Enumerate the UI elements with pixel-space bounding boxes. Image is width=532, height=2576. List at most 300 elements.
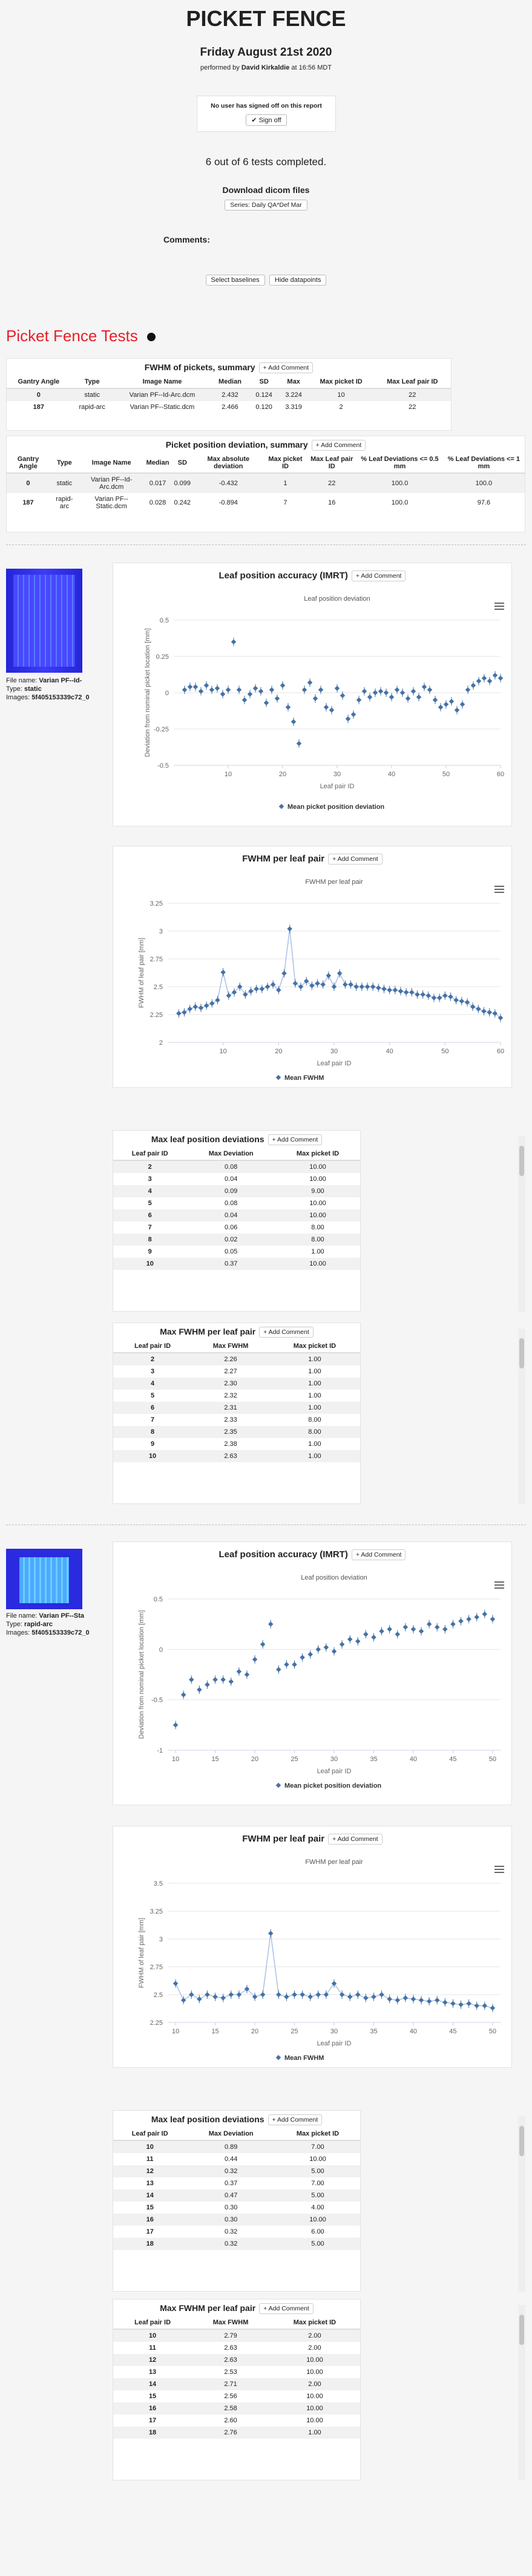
picket-fence-image-thumbnail[interactable] [6, 569, 82, 673]
data-point[interactable] [379, 1629, 384, 1633]
data-point[interactable] [400, 690, 405, 695]
data-point[interactable] [340, 693, 345, 698]
data-point[interactable] [326, 973, 331, 978]
legend-label[interactable]: Mean FWHM [284, 2055, 324, 2062]
table-row [113, 2153, 360, 2165]
data-point[interactable] [316, 1992, 321, 1997]
fwhm-summary-card [6, 358, 452, 431]
table-row [113, 2402, 360, 2414]
table-cell: 0.47 [186, 2189, 275, 2202]
table-title: Max leaf position deviations [151, 1134, 264, 1144]
data-point[interactable] [284, 1994, 289, 1999]
legend-marker-icon [276, 1783, 281, 1788]
data-point[interactable] [378, 688, 383, 693]
data-point[interactable] [205, 1992, 209, 1997]
table-row: 0 static Varian PF--Id-Arc.dcm 2.432 0.124 3.224 10 22 [7, 388, 451, 401]
data-point[interactable] [370, 984, 375, 989]
data-point[interactable] [237, 1669, 241, 1674]
x-tick-label: 60 [496, 1048, 505, 1055]
data-point[interactable] [476, 1007, 481, 1012]
table-cell: 0.32 [186, 2165, 275, 2177]
data-point[interactable] [340, 1642, 344, 1647]
table-row [113, 1185, 360, 1197]
series-select[interactable]: Series: Daily QA*Def Mar [225, 200, 307, 211]
table-cell: 10.00 [269, 2354, 360, 2366]
data-point[interactable] [448, 994, 453, 999]
data-point[interactable] [460, 702, 465, 707]
table-cell: 17 [148, 2417, 157, 2425]
data-point[interactable] [371, 1994, 376, 1999]
data-point[interactable] [199, 688, 203, 693]
data-point[interactable] [215, 686, 220, 691]
data-point[interactable] [393, 987, 398, 992]
position-summary-table [7, 453, 525, 512]
data-point[interactable] [442, 2000, 447, 2005]
data-point[interactable] [281, 971, 286, 976]
data-point[interactable] [313, 696, 318, 701]
data-point[interactable] [197, 1996, 202, 2001]
data-point[interactable] [455, 708, 459, 713]
table-cell: 2.63 [192, 2354, 269, 2366]
data-point[interactable] [395, 1998, 400, 2002]
data-point[interactable] [182, 687, 187, 692]
data-point[interactable] [351, 712, 356, 717]
scrollbar[interactable] [518, 1329, 525, 1504]
table-cell: 5.00 [275, 2165, 360, 2177]
data-point[interactable] [187, 1007, 192, 1012]
data-point[interactable] [490, 2006, 495, 2010]
data-point[interactable] [291, 719, 296, 724]
table-cell: 3 [151, 1368, 155, 1376]
data-point[interactable] [292, 1992, 297, 1997]
table-cell: 2.27 [224, 1368, 237, 1376]
table-cell: 0.30 [186, 2214, 275, 2226]
table-cell: 2.63 [192, 1450, 269, 1462]
data-point[interactable] [307, 1652, 312, 1656]
data-point[interactable] [427, 1999, 432, 2004]
data-point[interactable] [346, 716, 350, 721]
data-point[interactable] [245, 1672, 249, 1677]
data-point[interactable] [373, 690, 378, 695]
data-point[interactable] [426, 993, 431, 998]
table-cell: 4 [113, 1185, 186, 1197]
legend-label[interactable]: Mean picket position deviation [284, 1782, 382, 1790]
data-point[interactable] [189, 1677, 194, 1682]
data-point[interactable] [362, 688, 367, 693]
data-point[interactable] [379, 1992, 384, 1997]
table-cell: 0.04 [224, 1175, 238, 1183]
scrollbar[interactable] [518, 2116, 525, 2292]
data-point[interactable] [258, 688, 263, 693]
data-point[interactable] [343, 982, 347, 987]
y-tick-label: 2.25 [149, 1012, 163, 1019]
data-point[interactable] [371, 1635, 376, 1639]
table-cell: 2.71 [192, 2378, 269, 2390]
chart-card-leaf-accuracy-1 [113, 563, 512, 826]
table-cell: 1.00 [269, 1450, 360, 1462]
data-point[interactable] [449, 699, 454, 704]
data-point[interactable] [248, 691, 252, 696]
data-point[interactable] [493, 673, 498, 678]
table-row: 187 rapid-arc Varian PF--Static.dcm 0.028 0.242 -0.894 7 16 100.0 97.6 [22, 495, 491, 511]
table-cell: 11 [149, 2344, 156, 2352]
add-comment-button[interactable]: + Add Comment [259, 362, 314, 373]
table-cell: 2.60 [224, 2417, 237, 2425]
col-header: Median [144, 453, 172, 473]
add-comment-button[interactable]: + Add Comment [259, 2303, 314, 2314]
picket-fence-image-thumbnail[interactable] [6, 1549, 82, 1609]
data-point[interactable] [433, 698, 438, 702]
table-cell: 1.00 [269, 1402, 360, 1414]
add-comment-button[interactable]: + Add Comment [312, 440, 366, 451]
table-cell: 2.32 [224, 1392, 237, 1400]
data-point[interactable] [329, 708, 334, 713]
data-point[interactable] [481, 1008, 486, 1013]
data-point[interactable] [376, 986, 381, 990]
data-point[interactable] [395, 687, 399, 692]
data-point[interactable] [324, 705, 329, 710]
data-point[interactable] [284, 1662, 289, 1667]
data-point[interactable] [315, 981, 320, 986]
data-point[interactable] [442, 1627, 447, 1632]
data-point[interactable] [265, 984, 270, 989]
data-point[interactable] [332, 984, 337, 989]
data-point[interactable] [348, 982, 353, 987]
data-point[interactable] [459, 999, 464, 1004]
data-point[interactable] [335, 686, 340, 691]
x-tick-label: 30 [333, 771, 341, 778]
scrollbar[interactable] [518, 2305, 525, 2480]
data-point[interactable] [419, 1998, 424, 2002]
data-point[interactable] [458, 2002, 463, 2007]
table-cell: 8 [113, 1426, 192, 1438]
y-tick-label: 0.5 [159, 617, 169, 624]
data-point[interactable] [363, 1632, 368, 1636]
data-point[interactable] [209, 687, 214, 692]
table-row [113, 1426, 360, 1438]
table-row [113, 2378, 360, 2390]
select-baselines-button[interactable]: Select baselines [206, 275, 265, 286]
table-cell: 0.08 [186, 1160, 275, 1173]
data-point[interactable] [268, 1931, 273, 1936]
data-point[interactable] [355, 1639, 360, 1644]
table-cell: 8 [113, 1234, 186, 1246]
data-point[interactable] [269, 687, 274, 692]
data-point[interactable] [220, 1995, 225, 2000]
data-point[interactable] [432, 995, 436, 1000]
data-point[interactable] [355, 1992, 360, 1997]
data-point[interactable] [293, 981, 298, 986]
data-point[interactable] [498, 676, 503, 681]
table-cell: 5.00 [275, 2189, 360, 2202]
table-cell: 4 [113, 1378, 192, 1390]
data-point[interactable] [450, 1621, 455, 1626]
data-point[interactable] [476, 679, 481, 684]
table-cell: 10 [113, 1258, 186, 1270]
data-point[interactable] [197, 1687, 202, 1692]
data-point[interactable] [193, 1004, 198, 1009]
data-point[interactable] [176, 1011, 181, 1016]
data-point[interactable] [302, 687, 307, 692]
data-point[interactable] [237, 687, 241, 692]
max-leaf-card-2 [113, 2110, 361, 2292]
data-point[interactable] [316, 1647, 321, 1652]
data-point[interactable] [292, 1662, 297, 1667]
table-cell: 3 [148, 1175, 152, 1183]
data-point[interactable] [411, 688, 416, 693]
data-point[interactable] [420, 992, 425, 997]
data-point[interactable] [409, 990, 414, 995]
data-point[interactable] [252, 1657, 257, 1662]
data-point[interactable] [442, 993, 447, 998]
data-point[interactable] [419, 1629, 424, 1633]
data-point[interactable] [437, 995, 442, 1000]
data-point[interactable] [482, 1612, 487, 1617]
data-point[interactable] [398, 989, 403, 993]
data-point[interactable] [411, 1996, 416, 2001]
data-point[interactable] [347, 1636, 352, 1641]
table-row [113, 1414, 360, 1426]
data-point[interactable] [193, 684, 198, 689]
data-point[interactable] [367, 695, 372, 699]
scrollbar[interactable] [518, 1136, 525, 1312]
data-point[interactable] [260, 986, 264, 991]
table-cell: 18 [113, 2427, 192, 2439]
data-point[interactable] [466, 1617, 471, 1621]
data-point[interactable] [465, 687, 470, 692]
table-cell: 10.00 [275, 1258, 360, 1270]
data-point[interactable] [387, 987, 392, 992]
add-comment-button[interactable]: + Add Comment [268, 1134, 323, 1145]
table-cell: 10 [113, 2140, 186, 2153]
data-point[interactable] [286, 705, 291, 710]
data-point[interactable] [490, 1617, 495, 1621]
data-point[interactable] [356, 698, 361, 702]
table-cell: 9 [151, 1440, 155, 1448]
data-point[interactable] [181, 1692, 186, 1697]
data-point[interactable] [384, 690, 389, 695]
x-tick-label: 10 [171, 1756, 180, 1763]
table-cell: 7.00 [311, 2180, 324, 2188]
position-summary-title: Picket position deviation, summary [165, 440, 308, 449]
table-cell: 2 [113, 1353, 192, 1365]
data-point[interactable] [173, 1981, 178, 1986]
table-cell: 17 [146, 2228, 154, 2236]
data-point[interactable] [422, 684, 427, 689]
data-point[interactable] [318, 687, 323, 692]
max-leaf-card-1 [113, 1130, 361, 1312]
signoff-message: No user has signed off on this report [211, 102, 322, 110]
max-fwhm-card-2 [113, 2299, 361, 2480]
data-point[interactable] [287, 926, 292, 931]
data-point[interactable] [427, 687, 432, 692]
table-cell: 0.06 [224, 1224, 238, 1232]
data-point[interactable] [471, 683, 476, 688]
data-point[interactable] [395, 1632, 400, 1636]
hide-datapoints-button[interactable]: Hide datapoints [269, 275, 326, 286]
table-cell: 0.09 [186, 1185, 275, 1197]
data-point[interactable] [320, 982, 325, 987]
chart-card-leaf-accuracy-2 [113, 1541, 512, 1805]
col-header: % Leaf Deviations <= 1 mm [443, 453, 525, 473]
data-point[interactable] [307, 1994, 312, 1999]
data-point[interactable] [264, 701, 269, 705]
add-comment-button[interactable]: + Add Comment [352, 1549, 406, 1560]
table-row [113, 1258, 360, 1270]
data-point[interactable] [229, 1679, 234, 1684]
data-point[interactable] [444, 702, 448, 707]
data-point[interactable] [204, 1003, 209, 1008]
data-point[interactable] [435, 1624, 439, 1629]
data-point[interactable] [307, 680, 312, 685]
data-point[interactable] [276, 1667, 281, 1672]
data-point[interactable] [204, 683, 209, 688]
table-cell: 1.00 [308, 1368, 321, 1376]
add-comment-button[interactable]: + Add Comment [328, 854, 383, 865]
table-cell: 9.00 [275, 1185, 360, 1197]
data-point[interactable] [173, 1722, 178, 1727]
data-point[interactable] [365, 984, 370, 989]
x-tick-label: 40 [409, 1756, 418, 1763]
data-point[interactable] [229, 1992, 234, 1997]
data-point[interactable] [406, 696, 410, 701]
add-comment-button[interactable]: + Add Comment [352, 570, 406, 581]
data-point[interactable] [435, 1998, 439, 2002]
data-point[interactable] [474, 1615, 479, 1620]
col-header: % Leaf Deviations <= 0.5 mm [356, 453, 443, 473]
table-row [113, 1450, 360, 1462]
table-cell: 16 [113, 2214, 186, 2226]
data-point[interactable] [268, 1621, 273, 1626]
x-axis-label: Leaf pair ID [317, 1060, 352, 1067]
table-row [113, 1160, 360, 1173]
data-point[interactable] [353, 984, 358, 989]
table-cell: 8.00 [275, 1234, 360, 1246]
data-point[interactable] [466, 2001, 471, 2006]
x-tick-label: 30 [330, 2028, 338, 2035]
data-point[interactable] [220, 691, 225, 696]
data-point[interactable] [450, 2001, 455, 2006]
data-point[interactable] [253, 686, 258, 691]
x-axis-label: Leaf pair ID [317, 2040, 352, 2047]
chart-plot [113, 1563, 513, 1805]
data-point[interactable] [415, 992, 419, 997]
data-point[interactable] [260, 1642, 265, 1647]
data-point[interactable] [260, 1992, 265, 1997]
data-point[interactable] [360, 984, 364, 989]
data-point[interactable] [482, 2003, 487, 2008]
col-header: Type [71, 376, 114, 388]
data-point[interactable] [453, 998, 458, 1002]
table-cell: 10 [113, 2329, 192, 2342]
data-point[interactable] [248, 989, 253, 993]
image-meta: File name: Varian PF--Sta Type: rapid-arc Images: 5f405153339c72_0 [6, 1612, 90, 1636]
data-point[interactable] [487, 1010, 491, 1015]
data-point[interactable] [387, 1996, 392, 2001]
table-row [113, 1221, 360, 1234]
table-cell: 2.35 [192, 1426, 269, 1438]
table-cell: 2.00 [269, 2378, 360, 2390]
data-point[interactable] [276, 1992, 281, 1997]
x-tick-label: 40 [386, 1048, 393, 1055]
table-cell: 5 [151, 1392, 155, 1400]
data-point[interactable] [215, 998, 220, 1002]
data-point[interactable] [416, 695, 421, 699]
table-cell: 0.02 [186, 1234, 275, 1246]
data-point[interactable] [231, 639, 236, 644]
data-point[interactable] [381, 986, 386, 991]
table-cell: 10.00 [275, 1160, 360, 1173]
data-point[interactable] [226, 993, 231, 998]
y-tick-label: 2.25 [149, 2019, 163, 2027]
data-point[interactable] [347, 1994, 352, 1999]
table-cell: 12 [113, 2354, 192, 2366]
performer-name: David Kirkaldie [241, 64, 290, 71]
data-point[interactable] [458, 1618, 463, 1623]
data-point[interactable] [482, 676, 487, 681]
data-point[interactable] [254, 986, 258, 991]
x-tick-label: 15 [211, 1756, 219, 1763]
data-point[interactable] [411, 1627, 416, 1632]
data-point[interactable] [300, 1655, 304, 1659]
col-header: Max picket ID [309, 376, 374, 388]
data-point[interactable] [427, 1621, 432, 1626]
data-point[interactable] [404, 990, 409, 995]
data-point[interactable] [199, 1005, 203, 1010]
y-tick-label: 2.75 [149, 1964, 163, 1971]
data-point[interactable] [297, 741, 301, 746]
data-point[interactable] [300, 1992, 304, 1997]
table-row [113, 2354, 360, 2366]
table-cell: 10.00 [306, 2368, 323, 2376]
legend-label[interactable]: Mean picket position deviation [287, 803, 385, 811]
add-comment-button[interactable]: + Add Comment [268, 2114, 323, 2125]
data-point[interactable] [188, 684, 192, 689]
x-tick-label: 45 [449, 2028, 457, 2035]
data-point[interactable] [182, 1010, 186, 1015]
data-point[interactable] [337, 971, 342, 976]
data-point[interactable] [403, 1624, 408, 1629]
chart-title: FWHM per leaf pair [242, 854, 325, 864]
data-point[interactable] [220, 1677, 225, 1682]
data-point[interactable] [389, 695, 394, 699]
table-cell: 0.05 [224, 1248, 238, 1256]
data-point[interactable] [487, 679, 492, 684]
data-point[interactable] [275, 696, 280, 701]
data-point[interactable] [280, 683, 285, 688]
data-point[interactable] [474, 2003, 479, 2008]
data-point[interactable] [205, 1682, 209, 1687]
legend-marker-icon [276, 1075, 281, 1080]
table-cell: 0.32 [224, 2228, 238, 2236]
data-point[interactable] [209, 1001, 214, 1005]
data-point[interactable] [403, 1995, 408, 2000]
data-point[interactable] [438, 705, 443, 710]
data-point[interactable] [220, 970, 225, 975]
data-point[interactable] [242, 698, 247, 702]
add-comment-button[interactable]: + Add Comment [259, 1327, 314, 1338]
sign-off-button[interactable]: ✔ Sign off [246, 114, 286, 126]
add-comment-button[interactable]: + Add Comment [328, 1834, 383, 1845]
data-point[interactable] [363, 1995, 368, 2000]
data-point[interactable] [212, 1677, 217, 1682]
data-point[interactable] [226, 687, 231, 692]
data-point[interactable] [387, 1627, 392, 1632]
table-cell: 12 [113, 2165, 186, 2177]
data-point[interactable] [212, 1994, 217, 1999]
table-title: Max FWHM per leaf pair [160, 1327, 256, 1336]
legend-label[interactable]: Mean FWHM [284, 1074, 324, 1082]
